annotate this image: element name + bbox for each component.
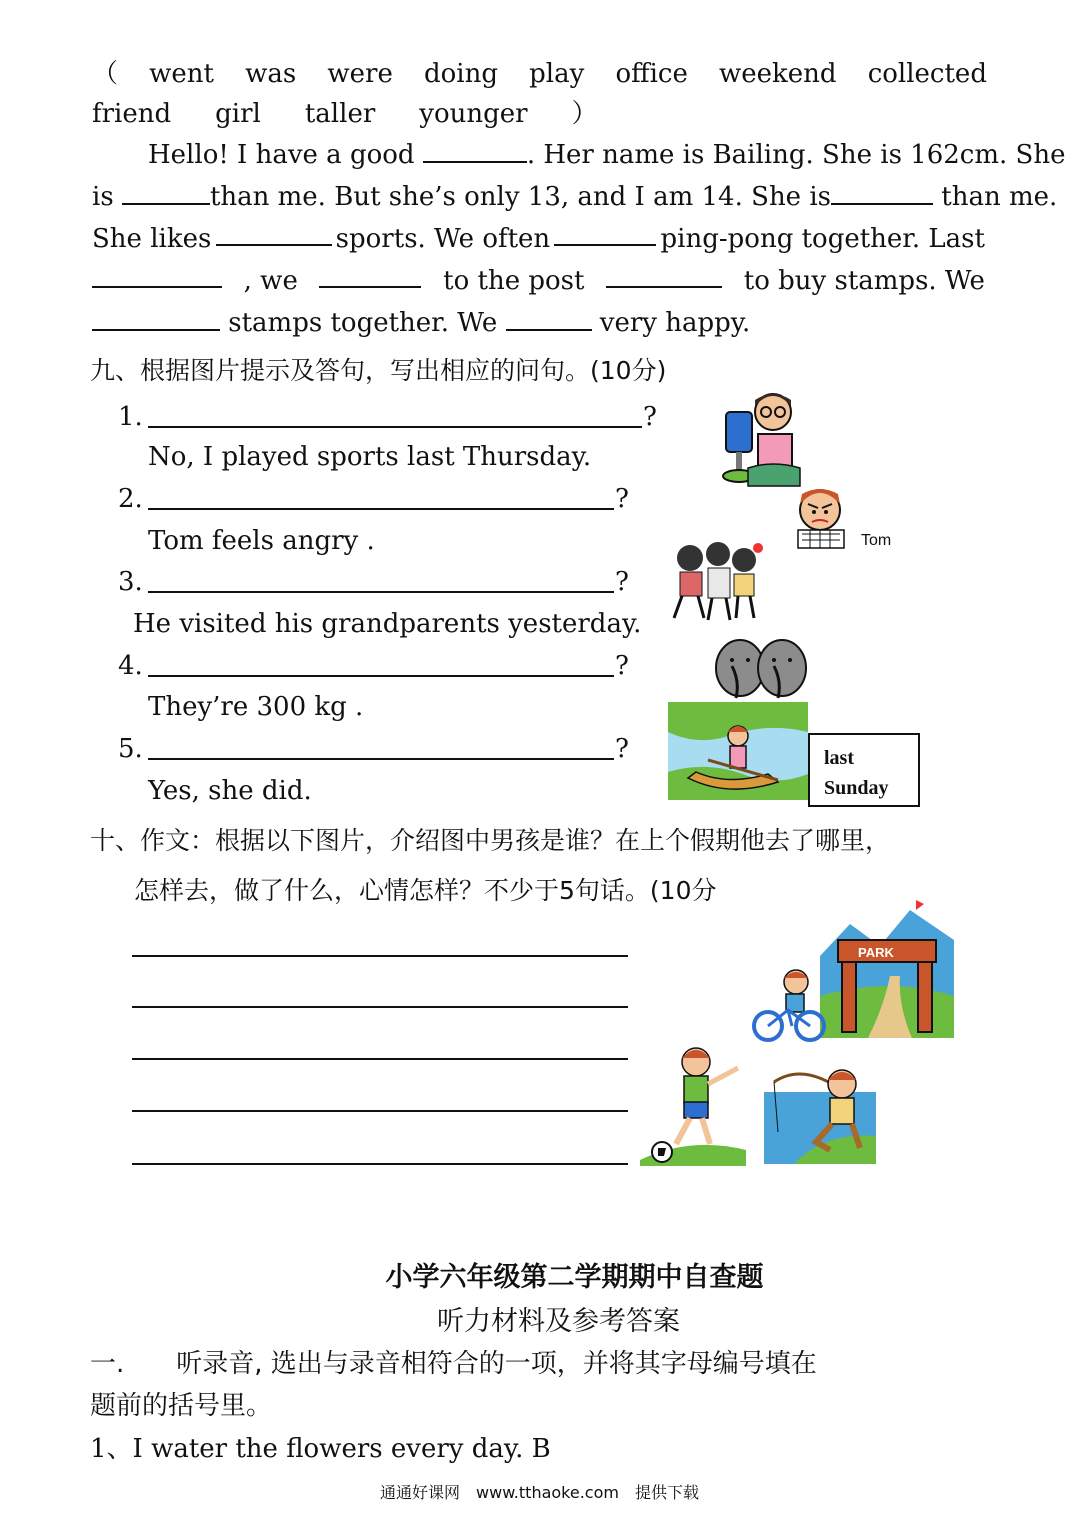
word-bank-row-1	[92, 54, 987, 94]
passage-text: She likes	[92, 224, 212, 254]
composition-line-5[interactable]	[132, 1163, 628, 1165]
passage-line-5	[92, 306, 750, 340]
park-gate-icon	[820, 896, 954, 1038]
q1-answer-text: No, I played sports last Thursday.	[148, 442, 592, 472]
word-bank-word: office	[615, 59, 688, 89]
family-visiting-icon	[668, 540, 768, 622]
word-bank-row-2	[92, 94, 987, 134]
q4-answer-line[interactable]	[148, 675, 614, 677]
fill-blank[interactable]	[319, 264, 421, 288]
answer-key-title: 小学六年级第二学期期中自查题	[385, 1262, 764, 1293]
fill-blank[interactable]	[423, 139, 527, 163]
passage-text: very happy.	[591, 308, 751, 338]
q2-answer-text: Tom feels angry .	[148, 526, 375, 556]
fill-blank[interactable]	[122, 181, 210, 205]
fill-blank[interactable]	[92, 307, 220, 331]
section-10-heading-line-2: 怎样去，做了什么，心情怎样？不少于5句话。(10分	[134, 876, 717, 905]
q2-question-mark: ?	[615, 484, 629, 514]
q1-number: 1.	[118, 402, 143, 432]
q1-question-mark: ?	[643, 402, 657, 432]
passage-text: sports. We often	[335, 224, 551, 254]
q3-answer-line[interactable]	[148, 591, 614, 593]
passage-text: ping-pong together. Last	[660, 224, 985, 254]
boy-riding-bike-icon	[752, 966, 828, 1046]
q3-answer-text: He visited his grandparents yesterday.	[133, 609, 642, 639]
passage-text: to the post	[443, 266, 585, 296]
box-text-line-2: Sunday	[824, 777, 889, 799]
q1-answer-line[interactable]	[148, 426, 642, 428]
composition-line-3[interactable]	[132, 1058, 628, 1060]
girl-rowing-boat-icon	[668, 702, 808, 800]
word-bank-word: collected	[867, 59, 987, 89]
passage-text: Hello! I have a good	[148, 140, 423, 170]
q5-answer-line[interactable]	[148, 758, 614, 760]
word-bank-word: were	[327, 59, 393, 89]
q2-number: 2.	[118, 484, 143, 514]
passage-text: is	[92, 182, 122, 212]
passage-text: than me.	[933, 182, 1058, 212]
word-bank-word: friend	[92, 99, 172, 129]
elephants-icon	[712, 626, 810, 700]
passage-line-1	[148, 138, 1066, 172]
composition-line-4[interactable]	[132, 1110, 628, 1112]
q3-question-mark: ?	[615, 567, 629, 597]
q5-number: 5.	[118, 734, 143, 764]
boy-fishing-icon	[764, 1062, 876, 1164]
passage-text: , we	[243, 266, 298, 296]
tom-label: Tom	[861, 532, 892, 549]
page-footer: 通通好课网 www.tthaoke.com 提供下载	[380, 1483, 699, 1502]
composition-line-1[interactable]	[132, 955, 628, 957]
fill-blank[interactable]	[506, 307, 592, 331]
q4-number: 4.	[118, 651, 143, 681]
fill-blank[interactable]	[554, 222, 656, 246]
passage-text: to buy stamps. We	[743, 266, 985, 296]
passage-line-3	[92, 222, 985, 256]
q5-question-mark: ?	[615, 734, 629, 764]
section-9-heading: 九、根据图片提示及答句，写出相应的问句。(10分)	[90, 356, 667, 385]
box-text-line-1: last	[824, 747, 854, 769]
section-10-heading-line-1: 十、作文：根据以下图片，介绍图中男孩是谁？在上个假期他去了哪里，	[90, 826, 891, 855]
passage-text: . Her name is Bailing. She is 162cm. She	[526, 140, 1066, 170]
boy-reading-book-icon	[718, 390, 808, 490]
word-bank-word: weekend	[718, 59, 837, 89]
word-bank-word: younger	[419, 99, 528, 129]
q3-number: 3.	[118, 567, 143, 597]
passage-line-2	[92, 180, 1058, 214]
word-bank-word: play	[529, 59, 585, 89]
word-bank-word: went	[149, 59, 214, 89]
fill-blank[interactable]	[831, 181, 933, 205]
passage-line-4	[92, 264, 985, 298]
word-bank-open-paren: （	[92, 59, 119, 89]
word-bank	[92, 54, 987, 134]
fill-blank[interactable]	[92, 264, 222, 288]
q4-question-mark: ?	[615, 651, 629, 681]
last-sunday-box	[808, 733, 920, 807]
answer-item-1: 1、I water the flowers every day. B	[90, 1434, 551, 1464]
fill-blank[interactable]	[606, 264, 722, 288]
fill-blank[interactable]	[216, 222, 332, 246]
q2-answer-line[interactable]	[148, 508, 614, 510]
q5-answer-text: Yes, she did.	[148, 776, 312, 806]
passage-text: stamps together. We	[220, 308, 506, 338]
word-bank-word: girl	[215, 99, 261, 129]
composition-line-2[interactable]	[132, 1006, 628, 1008]
q4-answer-text: They’re 300 kg .	[148, 692, 364, 722]
park-sign-text: PARK	[858, 945, 894, 960]
part-1-instruction-line-1: 一. 听录音, 选出与录音相符合的一项，并将其字母编号填在	[90, 1349, 817, 1379]
word-bank-word: taller	[304, 99, 376, 129]
answer-key-subtitle: 听力材料及参考答案	[437, 1306, 680, 1337]
word-bank-word: was	[245, 59, 297, 89]
word-bank-close-paren: ）	[571, 99, 598, 129]
boy-playing-football-icon	[640, 1040, 746, 1166]
part-1-instruction-line-2: 题前的括号里。	[90, 1391, 273, 1421]
passage-text: than me. But she’s only 13, and I am 14. She is	[209, 182, 831, 212]
angry-boy-icon	[790, 484, 860, 550]
word-bank-word: doing	[424, 59, 499, 89]
